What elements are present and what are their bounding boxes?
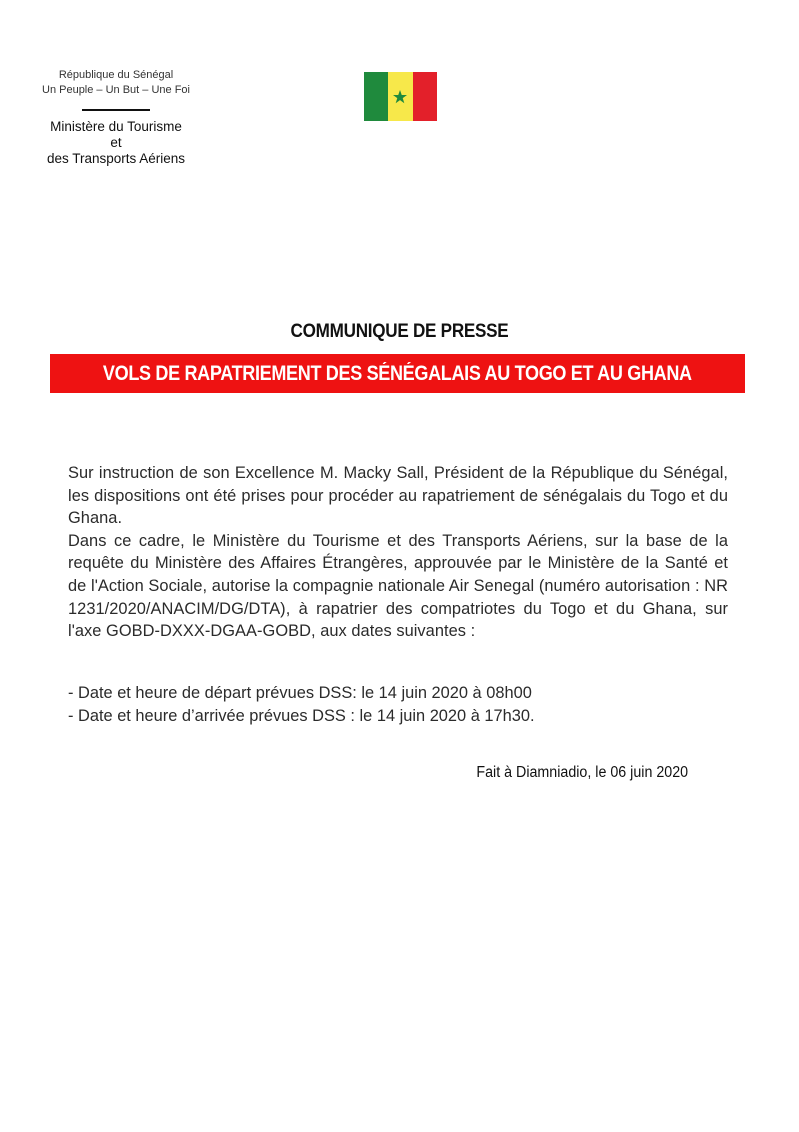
letterhead xyxy=(30,68,202,167)
ministry-name-line-3: des Transports Aériens xyxy=(46,151,186,166)
flag-green-band xyxy=(364,72,388,121)
flag-yellow-band xyxy=(388,72,412,121)
departure-schedule-item: - Date et heure de départ prévues DSS: le 14 juin 2020 à 08h00 xyxy=(68,684,532,702)
paragraph-intro: Sur instruction de son Excellence M. Macky Sall, Président de la République du Sénégal, les dispositions ont été prises pour procéder au rapatriement de sénégalais du Togo et du Ghana. xyxy=(68,464,728,528)
header-divider xyxy=(82,109,150,111)
ministry-name-line-2: et xyxy=(110,135,122,150)
flight-schedule-list xyxy=(68,682,728,727)
subject-text: VOLS DE RAPATRIEMENT DES SÉNÉGALAIS AU TOGO ET AU GHANA xyxy=(103,361,692,385)
document-title: COMMUNIQUE DE PRESSE xyxy=(290,321,509,342)
arrival-schedule-item: - Date et heure d’arrivée prévues DSS : le 14 juin 2020 à 17h30. xyxy=(68,706,535,725)
senegal-flag-icon xyxy=(364,72,437,121)
ministry-name-line-1: Ministère du Tourisme xyxy=(50,119,182,134)
paragraph-authorization: Dans ce cadre, le Ministère du Tourisme et des Transports Aériens, sur la base de la requête du Ministère des Affaires Étrangères, approuvée par le Ministère de la Santé et de l'Action Sociale, autorise la compagnie nationale Air Senegal (numéro autorisation : NR 1231/2020/ANACIM/DG/DTA), à rapatrier des compatriotes du Togo et du Ghana, sur l'axe GOBD-DXXX-DGAA-GOBD, aux dates suivantes : xyxy=(68,531,728,641)
flag-red-band xyxy=(413,72,437,121)
republic-name: République du Sénégal xyxy=(58,69,174,81)
star-icon xyxy=(392,89,408,105)
subject-banner xyxy=(50,354,745,393)
press-release-body xyxy=(68,462,728,643)
signature-place-date: Fait à Diamniadio, le 06 juin 2020 xyxy=(476,764,688,781)
national-motto: Un Peuple – Un But – Une Foi xyxy=(42,84,190,96)
